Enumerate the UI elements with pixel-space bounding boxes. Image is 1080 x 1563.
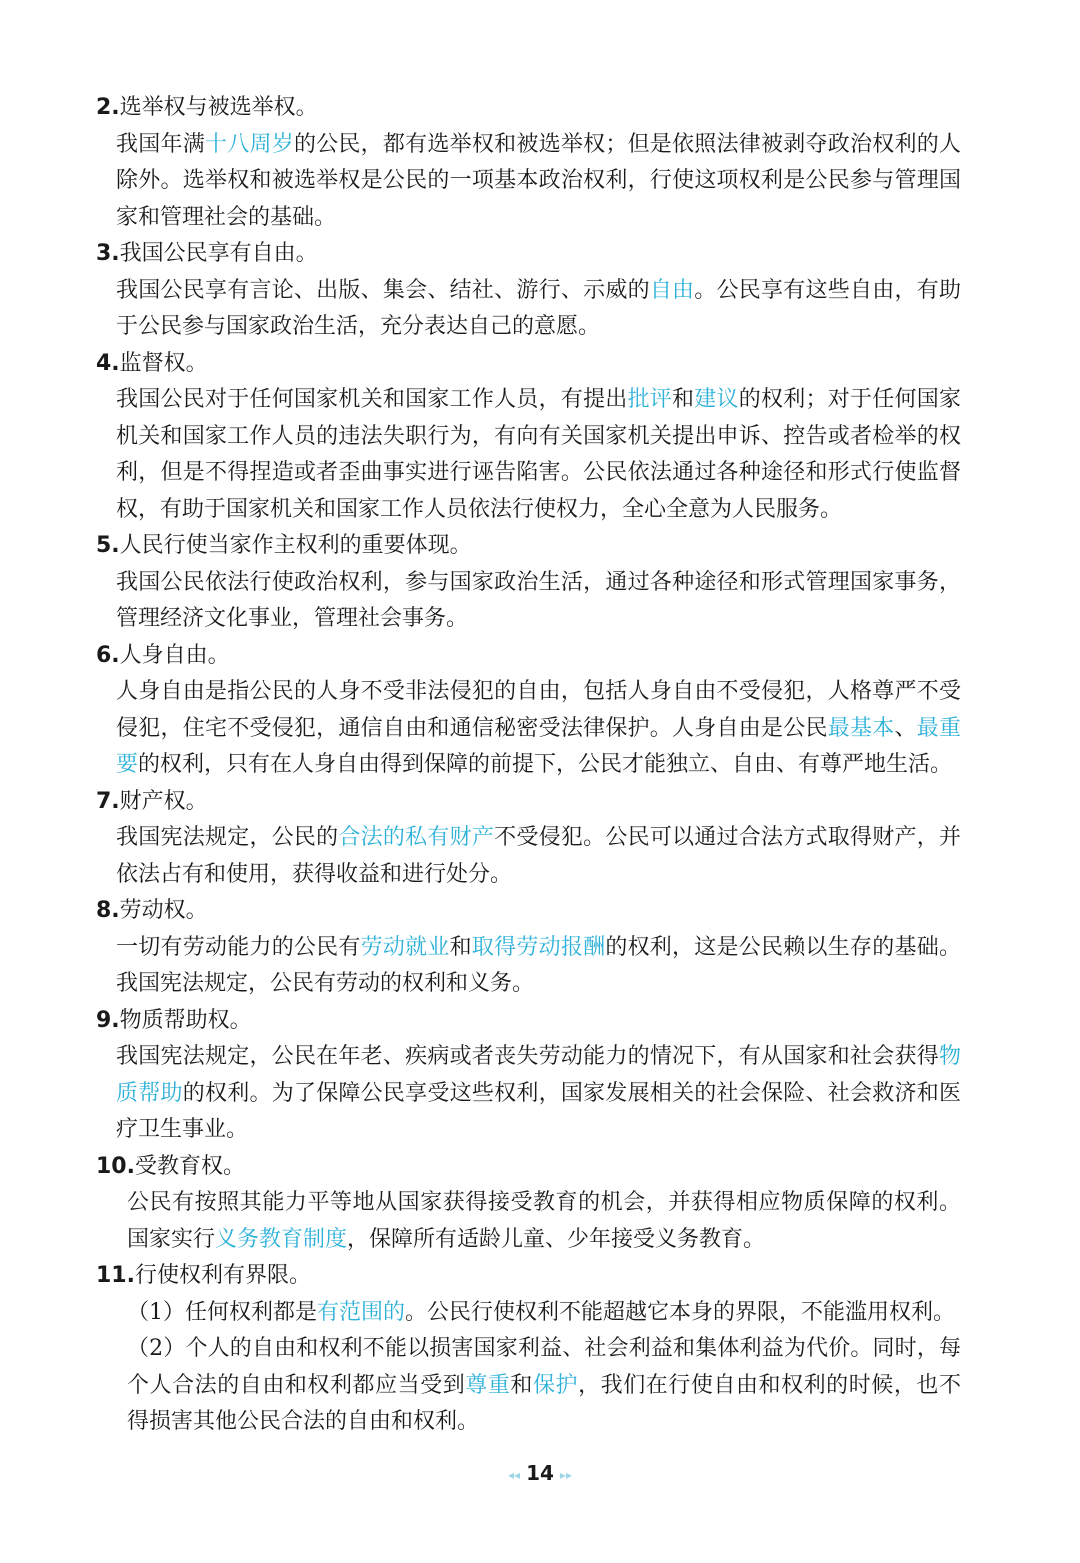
section-title: 我国公民享有自由。 <box>119 241 318 266</box>
section-paragraph <box>116 930 961 1003</box>
text-run: 的权利，只有在人身自由得到保障的前提下，公民才能独立、自由、有尊严地生活。 <box>138 752 953 777</box>
section-paragraph <box>116 1039 961 1149</box>
highlighted-term: 尊重 <box>465 1372 511 1398</box>
highlighted-term: 自由 <box>649 277 695 303</box>
highlighted-term: 最重要 <box>116 715 961 777</box>
text-run: 不受侵犯。公民可以通过合法方式取得财产，并依法占有和使用，获得收益和进行处分。 <box>116 825 961 887</box>
section <box>96 1003 961 1149</box>
text-run: 的权利，这是公民赖以生存的基础。我国宪法规定，公民有劳动的权利和义务。 <box>116 934 961 996</box>
section-number: 2. <box>96 95 120 120</box>
section <box>96 528 961 638</box>
highlighted-term: 保护 <box>532 1372 579 1398</box>
section <box>96 638 961 784</box>
right-arrow-icon: ▸▸ <box>559 1467 572 1482</box>
text-run: 一切有劳动能力的公民有 <box>116 934 361 960</box>
text-run: ，我们在行使自由和权利的时候，也不得损害其他公民合法的自由和权利。 <box>127 1372 961 1434</box>
page-number: 14 <box>526 1461 554 1485</box>
section-paragraph <box>116 382 961 528</box>
text-run: 我国宪法规定，公民的 <box>116 825 339 850</box>
section-number: 4. <box>96 350 120 376</box>
text-run: 我国公民依法行使政治权利，参与国家政治生活，通过各种途径和形式管理国家事务，管理经济文化事业，管理社会事务。 <box>116 569 961 631</box>
left-arrow-icon: ◂◂ <box>508 1467 521 1482</box>
highlighted-term: 合法的私有财产 <box>338 825 495 850</box>
section-title: 财产权。 <box>119 788 208 814</box>
text-run: 我国宪法规定，公民在年老、疾病或者丧失劳动能力的情况下，有从国家和社会获得 <box>116 1044 939 1069</box>
section-title: 物质帮助权。 <box>119 1007 252 1033</box>
section-heading <box>96 346 961 383</box>
section-title: 劳动权。 <box>119 898 208 923</box>
highlighted-term: 劳动就业 <box>360 934 450 960</box>
highlighted-term: 十八周岁 <box>204 131 294 157</box>
text-run: 我国公民对于任何国家机关和国家工作人员，有提出 <box>116 387 628 412</box>
section-paragraph <box>127 1331 961 1441</box>
highlighted-term: 取得劳动报酬 <box>471 934 606 960</box>
text-run: 我国年满 <box>116 131 205 157</box>
text-run: 和 <box>449 934 472 960</box>
highlighted-term: 义务教育制度 <box>215 1226 348 1252</box>
section-title: 监督权。 <box>119 350 208 376</box>
section-paragraph <box>127 1295 961 1332</box>
content <box>96 90 961 1441</box>
section-number: 10. <box>96 1153 135 1179</box>
text-run: （1）任何权利都是 <box>127 1299 317 1325</box>
highlighted-term: 批评 <box>627 387 673 412</box>
section-paragraph <box>127 1185 961 1258</box>
section-number: 6. <box>96 642 120 668</box>
section-heading <box>96 528 961 565</box>
section-heading <box>96 784 961 821</box>
section-paragraph <box>116 674 961 784</box>
text-run: 公民有按照其能力平等地从国家获得接受教育的机会，并获得相应物质保障的权利。国家实行 <box>127 1190 961 1252</box>
section-heading <box>96 90 961 127</box>
section-heading <box>96 638 961 675</box>
section-number: 3. <box>96 241 120 266</box>
text-run: 和 <box>510 1372 533 1398</box>
section-paragraph <box>116 127 961 237</box>
section-title: 受教育权。 <box>134 1153 245 1179</box>
section-title: 行使权利有界限。 <box>134 1263 311 1288</box>
text-run: 人身自由是指公民的人身不受非法侵犯的自由，包括人身自由不受侵犯，人格尊严不受侵犯，住宅不受侵犯，通信自由和通信秘密受法律保护。人身自由是公民 <box>116 679 961 741</box>
text-run: 我国公民享有言论、出版、集会、结社、游行、示威的 <box>116 277 650 303</box>
highlighted-term: 建议 <box>694 387 739 412</box>
section-number: 11. <box>96 1263 135 1288</box>
section-title: 人身自由。 <box>119 642 230 668</box>
section-heading <box>96 1258 961 1295</box>
section-title: 人民行使当家作主权利的重要体现。 <box>119 533 472 558</box>
section-paragraph <box>116 273 961 346</box>
section <box>96 784 961 894</box>
highlighted-term: 最基本 <box>827 715 895 741</box>
section <box>96 236 961 346</box>
text-run: 的权利。为了保障公民享受这些权利，国家发展相关的社会保险、社会救济和医疗卫生事业。 <box>116 1080 961 1142</box>
section-heading <box>96 236 961 273</box>
section-number: 7. <box>96 788 120 814</box>
section-heading <box>96 1149 961 1186</box>
section <box>96 346 961 529</box>
highlighted-term: 物质帮助 <box>116 1044 961 1106</box>
section-title: 选举权与被选举权。 <box>119 95 318 120</box>
section-paragraph <box>116 820 961 893</box>
section <box>96 1149 961 1259</box>
section <box>96 893 961 1003</box>
text-run: （2）个人的自由和权利不能以损害国家利益、社会利益和集体利益为代价。同时，每个人合法的自由和权利都应当受到 <box>127 1336 961 1398</box>
text-run: 。公民享有这些自由，有助于公民参与国家政治生活，充分表达自己的意愿。 <box>116 277 961 339</box>
highlighted-term: 有范围的 <box>317 1299 406 1325</box>
section-paragraph <box>116 565 961 638</box>
section-heading <box>96 1003 961 1040</box>
section-number: 9. <box>96 1007 120 1033</box>
text-run: 。公民行使权利不能超越它本身的界限，不能滥用权利。 <box>405 1299 956 1325</box>
text-run: 的权利；对于任何国家机关和国家工作人员的违法失职行为，有向有关国家机关提出申诉、控告或者检举的权利，但是不得捏造或者歪曲事实进行诬告陷害。公民依法通过各种途径和形式行使监督权，有助于国家机关和国家工作人员依法行使权力，全心全意为人民服务。 <box>116 387 961 522</box>
text-run: ，保障所有适龄儿童、少年接受义务教育。 <box>347 1226 766 1252</box>
section-number: 8. <box>96 898 120 923</box>
section <box>96 1258 961 1441</box>
page-footer <box>0 1458 1080 1490</box>
text-run: 和 <box>672 387 695 412</box>
text-run: 的公民，都有选举权和被选举权；但是依照法律被剥夺政治权利的人除外。选举权和被选举权是公民的一项基本政治权利，行使这项权利是公民参与管理国家和管理社会的基础。 <box>116 131 961 230</box>
text-run: 、 <box>894 715 917 741</box>
section <box>96 90 961 236</box>
section-heading <box>96 893 961 930</box>
section-number: 5. <box>96 533 120 558</box>
